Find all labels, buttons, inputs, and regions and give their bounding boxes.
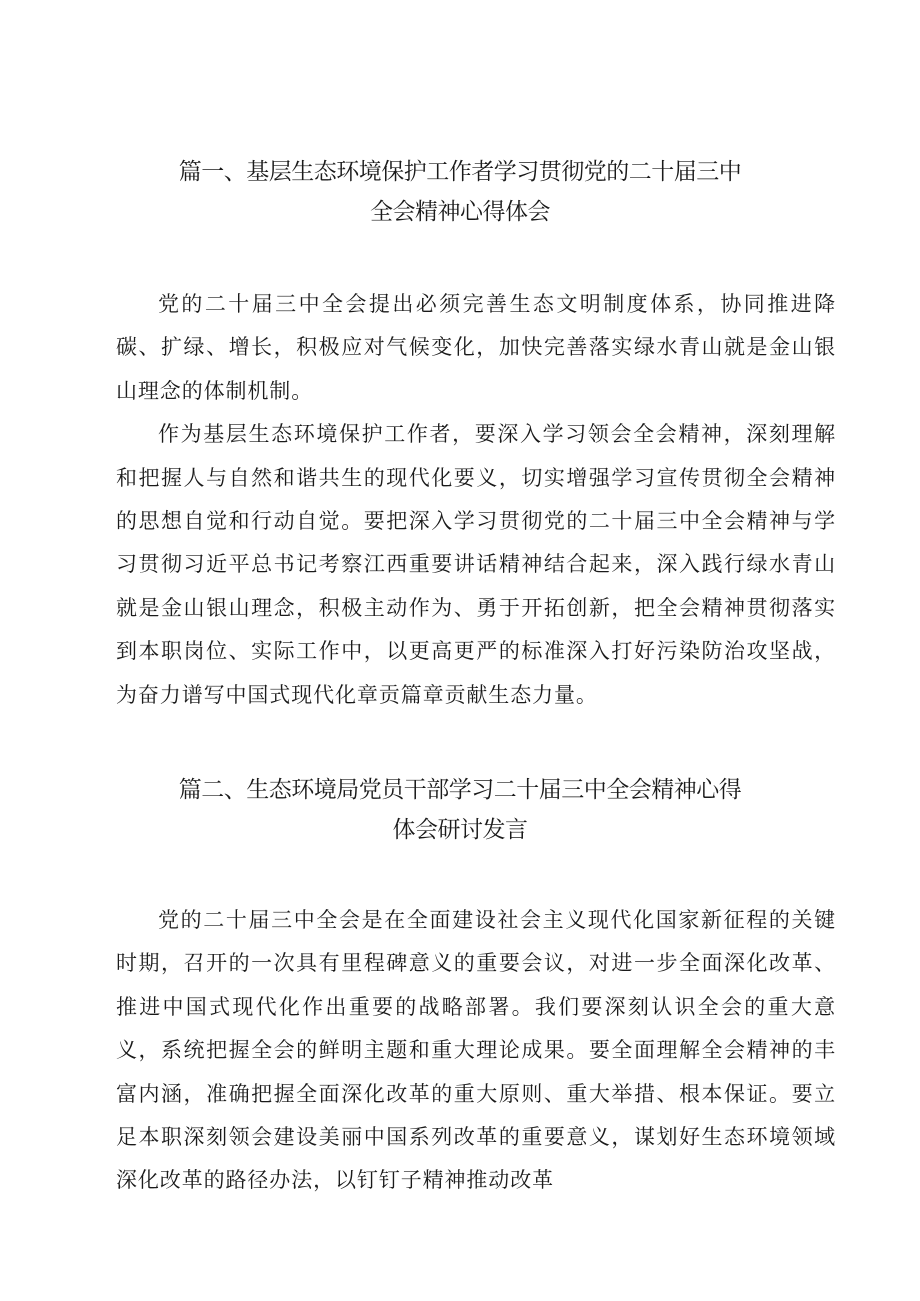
article1-title-line2: 全会精神心得体会 [370,199,550,225]
article1-paragraph: 党的二十届三中全会提出必须完善生态文明制度体系，协同推进降碳、扩绿、增长，积极应对气候变化，加快完善落实绿水青山就是金山银山理念的体制机制。 [116,292,836,403]
article2-title-line1: 篇二、生态环境局党员干部学习二十届三中全会精神心得 [178,777,742,803]
article1-title-line1: 篇一、基层生态环境保护工作者学习贯彻党的二十届三中 [178,159,742,185]
article1-body [116,283,836,717]
article1-paragraph: 作为基层生态环境保护工作者，要深入学习领会全会精神，深刻理解和把握人与自然和谐共生的现代化要义，切实增强学习宣传贯彻全会精神的思想自觉和行动自觉。要把深入学习贯彻党的二十届三中全会精神与学习贯彻习近平总书记考察江西重要讲话精神结合起来，深入践行绿水青山就是金山银山理念，积极主动作为、勇于开拓创新，把全会精神贯彻落实到本职岗位、实际工作中，以更高更严的标准深入打好污染防治攻坚战，为奋力谱写中国式现代化章贡篇章贡献生态力量。 [116,422,836,707]
article2-body [116,899,836,1203]
article2-paragraph: 党的二十届三中全会是在全面建设社会主义现代化国家新征程的关键时期，召开的一次具有里程碑意义的重要会议，对进一步全面深化改革、推进中国式现代化作出重要的战略部署。我们要深刻认识全会的重大意义，系统把握全会的鲜明主题和重大理论成果。要全面理解全会精神的丰富内涵，准确把握全面深化改革的重大原则、重大举措、根本保证。要立足本职深刻领会建设美丽中国系列改革的重要意义，谋划好生态环境领域深化改革的路径办法，以钉钉子精神推动改革 [116,908,836,1193]
article1-title [0,152,920,232]
article2-title [0,770,920,850]
article2-title-line2: 体会研讨发言 [392,817,528,843]
